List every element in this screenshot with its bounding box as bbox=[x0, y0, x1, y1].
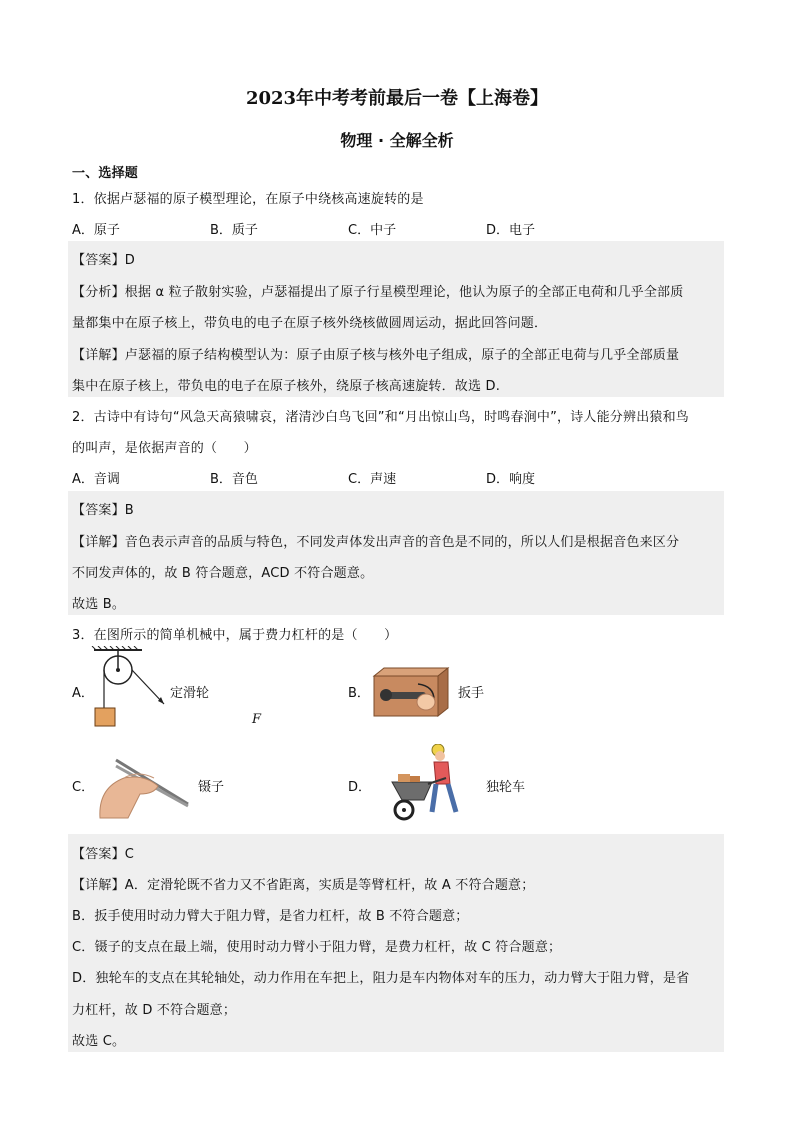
option-a: A．原子 bbox=[72, 223, 120, 238]
figure-c-letter: C． bbox=[72, 780, 95, 795]
option-d: D．电子 bbox=[486, 223, 536, 238]
figure-a-label: 定滑轮 bbox=[170, 686, 210, 701]
tweezers-figure bbox=[94, 748, 192, 820]
figure-d-letter: D． bbox=[348, 780, 372, 795]
question-1-analysis-line: 【分析】根据 α 粒子散射实验，卢瑟福提出了原子行星模型理论，他认为原子的全部正电荷和几乎全部质 bbox=[72, 285, 684, 300]
question-3-detail-line: 故选 C。 bbox=[72, 1034, 126, 1049]
question-1-detail-line: 集中在原子核上，带负电的电子在原子核外，绕原子核高速旋转．故选 D. bbox=[72, 379, 501, 394]
question-2-detail-line: 故选 B。 bbox=[72, 597, 126, 612]
wheelbarrow-figure bbox=[384, 744, 476, 824]
question-2-stem: 的叫声，是依据声音的（ ） bbox=[72, 441, 257, 456]
question-2-answer: 【答案】B bbox=[72, 503, 134, 518]
question-2-detail-line: 不同发声体的，故 B 符合题意，ACD 不符合题意。 bbox=[72, 566, 374, 581]
question-1-answer: 【答案】D bbox=[72, 253, 136, 268]
figure-a-letter: A． bbox=[72, 686, 94, 701]
question-3-detail-line: C．镊子的支点在最上端，使用时动力臂小于阻力臂，是费力杠杆，故 C 符合题意； bbox=[72, 940, 562, 955]
figure-c-label: 镊子 bbox=[198, 780, 225, 795]
force-label: F bbox=[252, 712, 262, 727]
option-a: A．音调 bbox=[72, 472, 120, 487]
option-b: B．音色 bbox=[210, 472, 258, 487]
figure-b-label: 扳手 bbox=[458, 686, 485, 701]
question-1-detail-line: 【详解】卢瑟福的原子结构模型认为：原子由原子核与核外电子组成，原子的全部正电荷与几乎全部质量 bbox=[72, 348, 680, 363]
question-3-detail-line: 力杠杆，故 D 不符合题意； bbox=[72, 1003, 237, 1018]
wrench-figure bbox=[368, 664, 454, 722]
question-3-answer: 【答案】C bbox=[72, 847, 135, 862]
question-2-stem: 2．古诗中有诗句“风急天高猿啸哀，渚清沙白鸟飞回”和“月出惊山鸟，时鸣春涧中”，诗人能分辨出猿和鸟 bbox=[72, 410, 690, 425]
question-1-analysis-line: 量都集中在原子核上，带负电的电子在原子核外绕核做圆周运动，据此回答问题． bbox=[72, 316, 548, 331]
option-c: C．声速 bbox=[348, 472, 397, 487]
figure-b-letter: B． bbox=[348, 686, 370, 701]
option-d: D．响度 bbox=[486, 472, 536, 487]
page-title: 2023年中考考前最后一卷【上海卷】 bbox=[245, 88, 549, 109]
fixed-pulley-figure bbox=[90, 646, 180, 732]
question-3-detail-line: D．独轮车的支点在其轮轴处，动力作用在车把上，阻力是车内物体对车的压力，动力臂大于阻力臂，是省 bbox=[72, 971, 690, 986]
question-3-detail-line: 【详解】A．定滑轮既不省力又不省距离，实质是等臂杠杆，故 A 不符合题意； bbox=[72, 878, 535, 893]
question-2-detail-line: 【详解】音色表示声音的品质与特色，不同发声体发出声音的音色是不同的，所以人们是根据音色来区分 bbox=[72, 535, 680, 550]
page-subtitle: 物理 · 全解全析 bbox=[340, 131, 454, 150]
question-3-stem: 3．在图所示的简单机械中，属于费力杠杆的是（ ） bbox=[72, 628, 398, 643]
question-3-detail-line: B．扳手使用时动力臂大于阻力臂，是省力杠杆，故 B 不符合题意； bbox=[72, 909, 469, 924]
section-heading: 一、选择题 bbox=[72, 166, 139, 181]
question-1-stem: 1．依据卢瑟福的原子模型理论，在原子中绕核高速旋转的是 bbox=[72, 192, 424, 207]
figure-d-label: 独轮车 bbox=[486, 780, 526, 795]
option-c: C．中子 bbox=[348, 223, 397, 238]
question-2-solution-box bbox=[68, 491, 724, 615]
option-b: B．质子 bbox=[210, 223, 258, 238]
